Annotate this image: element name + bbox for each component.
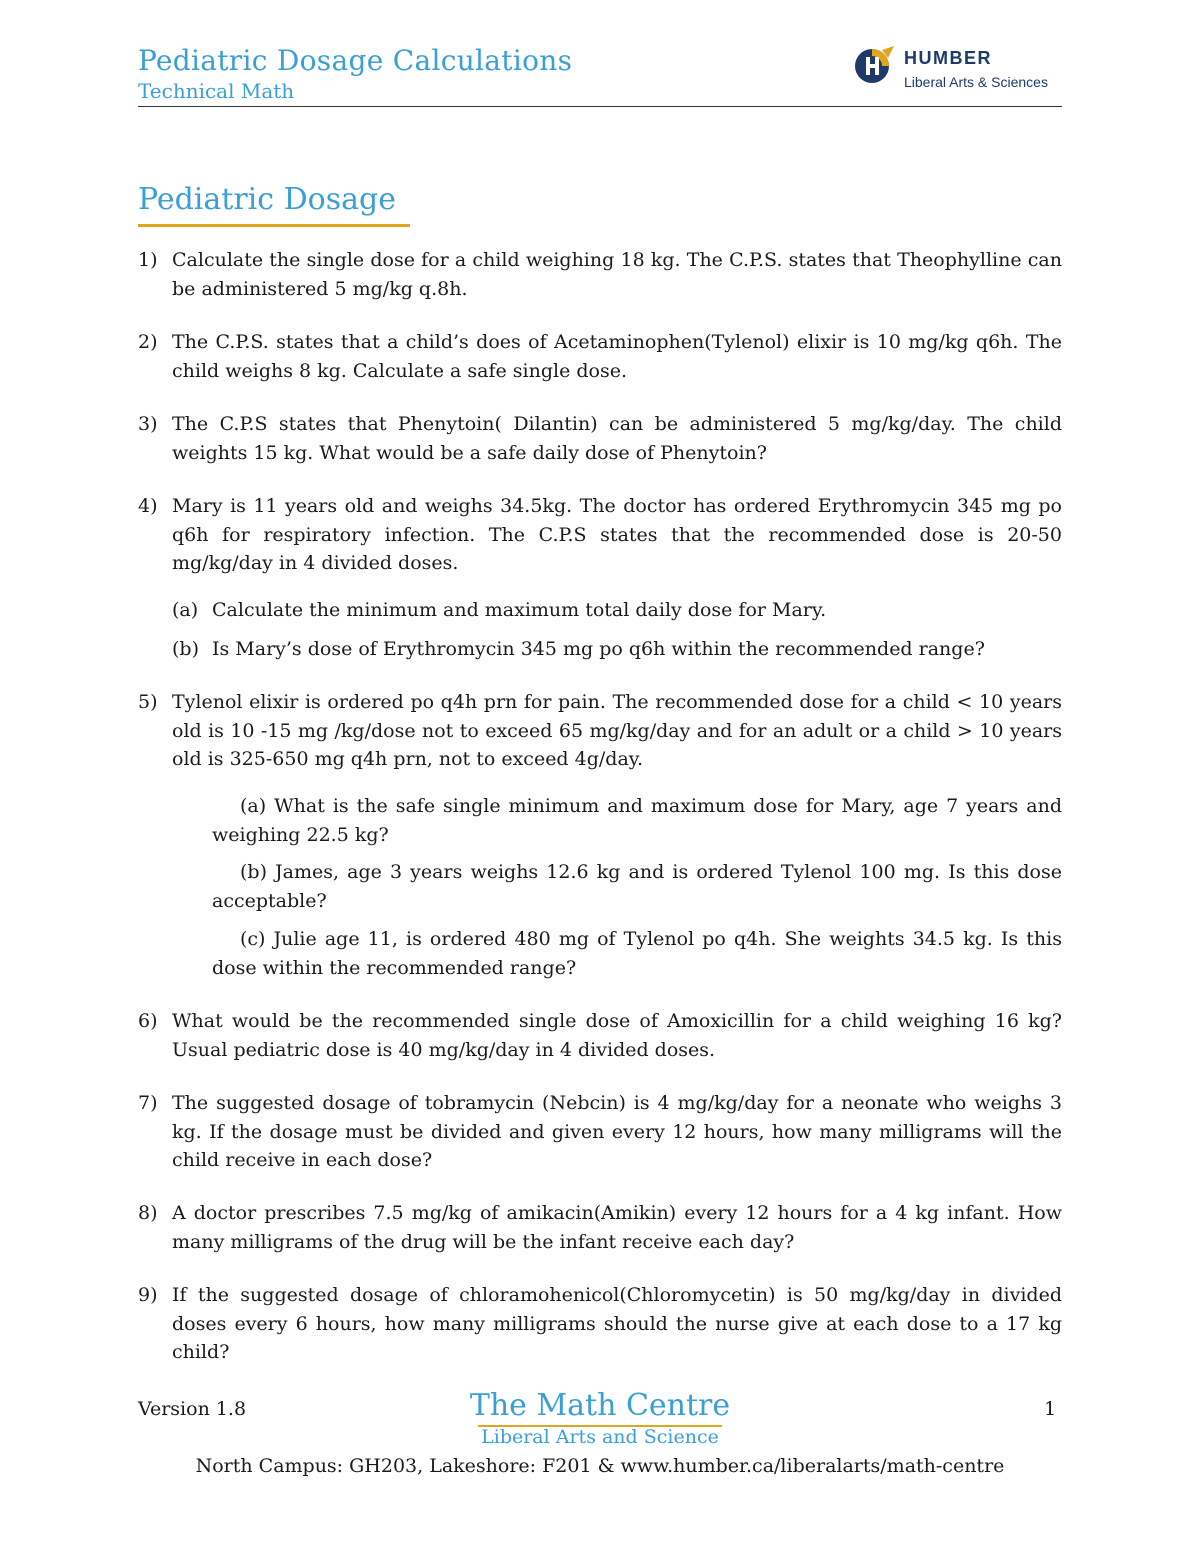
question-number: 6): [138, 1010, 158, 1032]
question-text: What would be the recommended single dose of Amoxicillin for a child weighing 16 kg? Usual pediatric dose is 40 mg/kg/day in 4 divided doses.: [172, 1010, 1062, 1061]
document-title: Pediatric Dosage Calculations: [138, 44, 573, 77]
part-text: Calculate the minimum and maximum total daily dose for Mary.: [212, 599, 827, 621]
question-5-part-c: [212, 925, 1062, 982]
question-text: The C.P.S states that Phenytoin( Dilantin) can be administered 5 mg/kg/day. The child weights 15 kg. What would be a safe daily dose of Phenytoin?: [172, 413, 1062, 464]
part-text: James, age 3 years weighs 12.6 kg and is ordered Tylenol 100 mg. Is this dose acceptable?: [212, 861, 1062, 912]
question-number: 2): [138, 331, 158, 353]
question-number: 8): [138, 1202, 158, 1224]
part-text: Julie age 11, is ordered 480 mg of Tylenol po q4h. She weights 34.5 kg. Is this dose within the recommended range?: [212, 928, 1062, 979]
part-text: What is the safe single minimum and maximum dose for Mary, age 7 years and weighing 22.5 kg?: [212, 795, 1062, 846]
question-number: 9): [138, 1284, 158, 1306]
section-underline: [138, 224, 410, 227]
part-label: (a): [240, 795, 267, 817]
humber-logo: [852, 44, 1062, 96]
part-label: (b): [240, 861, 267, 883]
question-number: 5): [138, 691, 158, 713]
footer-campus-info: North Campus: GH203, Lakeshore: F201 & www.humber.ca/liberalarts/math-centre: [195, 1455, 1005, 1477]
question-text: Calculate the single dose for a child weighing 18 kg. The C.P.S. states that Theophylline can be administered 5 mg/kg q.8h.: [172, 249, 1062, 300]
question-text: The C.P.S. states that a child’s does of Acetaminophen(Tylenol) elixir is 10 mg/kg q6h. The child weighs 8 kg. Calculate a safe single dose.: [172, 331, 1062, 382]
header-divider: [138, 106, 1062, 107]
question-number: 3): [138, 413, 158, 435]
document-subtitle: Technical Math: [138, 79, 295, 103]
humber-logo-icon: [852, 44, 896, 88]
section-title: Pediatric Dosage: [138, 182, 396, 217]
footer-liberal-arts: Liberal Arts and Science: [481, 1426, 719, 1448]
question-text: Mary is 11 years old and weighs 34.5kg. The doctor has ordered Erythromycin 345 mg po q6h for respiratory infection. The C.P.S states that the recommended dose is 20-50 mg/kg/day in 4 divided doses.: [172, 495, 1062, 574]
logo-name: HUMBER: [904, 48, 992, 68]
question-number: 1): [138, 249, 158, 271]
question-text: If the suggested dosage of chloramohenicol(Chloromycetin) is 50 mg/kg/day in divided doses every 6 hours, how many milligrams should the nurse give at each dose to a 17 kg child?: [172, 1284, 1062, 1363]
logo-tagline: Liberal Arts & Sciences: [904, 74, 1048, 90]
question-number: 4): [138, 495, 158, 517]
part-text: Is Mary’s dose of Erythromycin 345 mg po q6h within the recommended range?: [212, 638, 985, 660]
footer-version: Version 1.8: [138, 1398, 247, 1420]
question-5-part-b: [212, 858, 1062, 915]
question-text: A doctor prescribes 7.5 mg/kg of amikacin(Amikin) every 12 hours for a 4 kg infant. How many milligrams of the drug will be the infant receive each day?: [172, 1202, 1062, 1253]
part-label: (b): [172, 638, 199, 660]
question-text: The suggested dosage of tobramycin (Nebcin) is 4 mg/kg/day for a neonate who weighs 3 kg. If the dosage must be divided and given every 12 hours, how many milligrams will the child receive in each dose?: [172, 1092, 1062, 1171]
footer-math-centre: The Math Centre: [469, 1388, 731, 1423]
question-5-part-a: [212, 792, 1062, 849]
page-number: 1: [1044, 1398, 1057, 1420]
question-text: Tylenol elixir is ordered po q4h prn for pain. The recommended dose for a child < 10 years old is 10 -15 mg /kg/dose not to exceed 65 mg/kg/day and for an adult or a child > 10 years old is 325-650 mg q4h prn, not to exceed 4g/day.: [172, 691, 1062, 770]
part-label: (a): [172, 599, 199, 621]
question-number: 7): [138, 1092, 158, 1114]
part-label: (c): [240, 928, 266, 950]
